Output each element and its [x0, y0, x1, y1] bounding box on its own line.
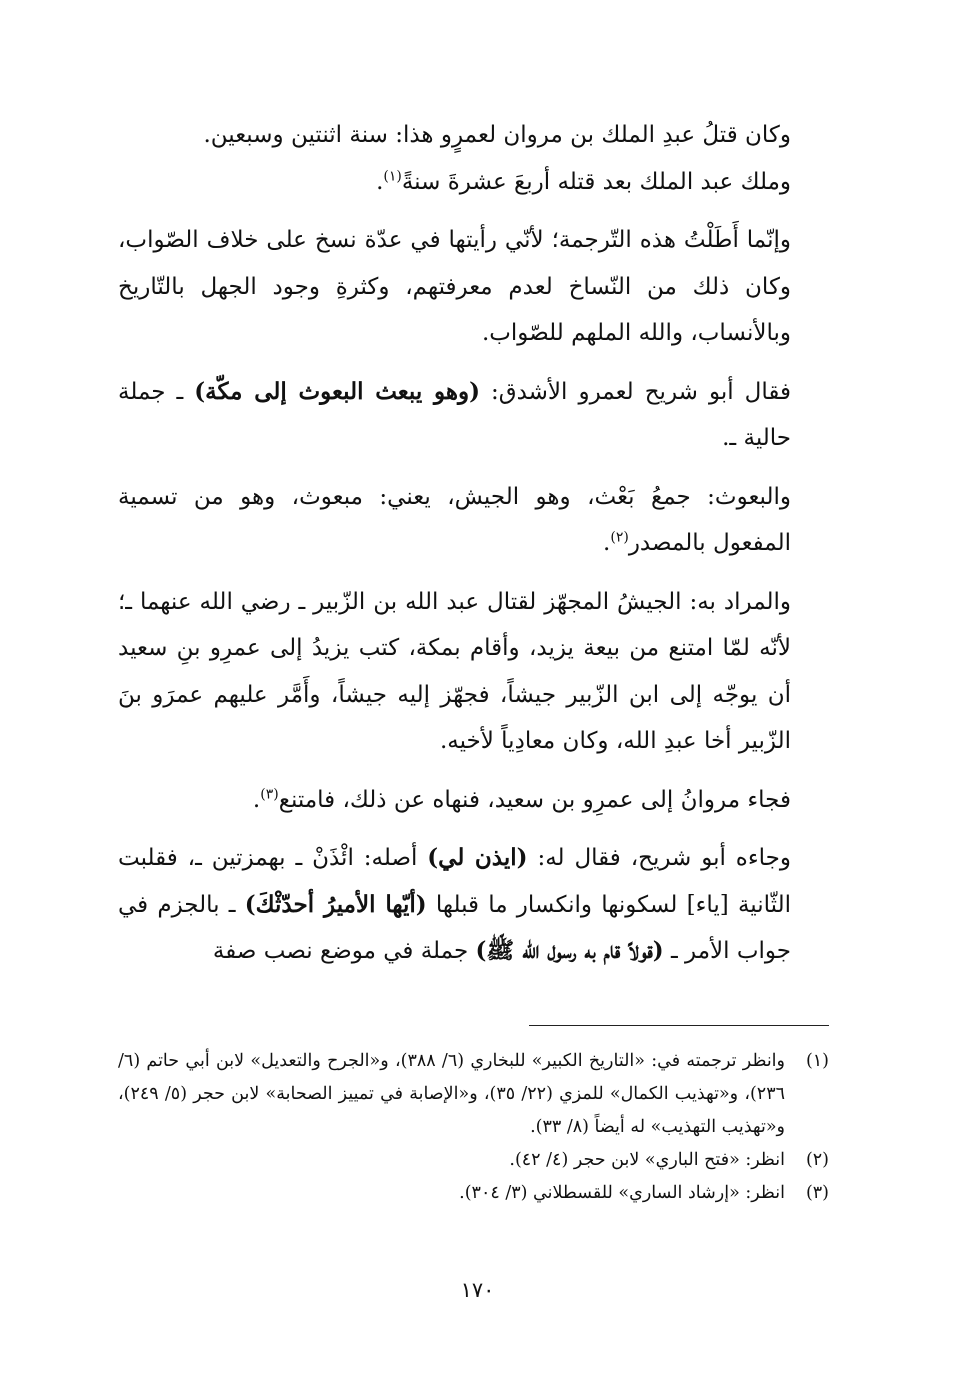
footnote-1 — [118, 1045, 829, 1144]
paragraph-1-text: وكان قتلُ عبدِ الملك بن مروان لعمرٍو هذا: سنة اثنتين وسبعين. — [203, 122, 791, 148]
paragraph-7-text: فجاء مروانُ إلى عمرِو بن سعيد، فنهاه عن ذلك، فامتنع — [278, 786, 791, 813]
paragraph-8-d: ـ بالجزم في جواب الأمر ـ — [118, 891, 791, 964]
paragraph-5-end: . — [603, 530, 611, 556]
footnote-2 — [118, 1144, 829, 1177]
hadith-phrase-4: (قولاً قام به رسول الله ﷺ) — [475, 937, 664, 964]
paragraph-8-c: أصله: ائْذَنْ ـ بهمزتين ـ، فقلبت الثّانية [ياء] لسكونها وانكسار ما قبلها — [118, 845, 791, 918]
footnote-text: انظر: «فتح الباري» لابن حجر (٤/ ٤٢). — [509, 1150, 785, 1170]
paragraph-6 — [118, 579, 829, 765]
page-number: ١٧٠ — [460, 1278, 495, 1302]
paragraph-6-text: والمراد به: الجيشُ المجهّز لقتال عبد الله بن الزّبير ـ رضي الله عنهما ـ؛ لأنّه لمّا امتنع من بيعة يزيد، وأقام بمكة، كتب يزيدُ إلى عمرِو بنِ سعيد أن يوجّه إلى ابن الزّبير جيشاً، فجهّز إليه جيشاً، وأَمَّر عليهم عمرَو بنَ الزّبير أخا عبدِ الله، وكان معادِياً لأخيه. — [118, 588, 791, 754]
paragraph-4 — [118, 369, 829, 462]
paragraph-3-text: وإنّما أَطَلْتُ هذه التّرجمة؛ لأنّي رأيتها في عدّة نسخ على خلاف الصّواب، وكان ذلك من النّساخ لعدم معرفتهم، وكثرةِ وجود الجهل بالتّاريخ وبالأنساب، والله الملهم للصّواب. — [118, 227, 791, 346]
hadith-phrase-2: (ايذن لي) — [427, 844, 528, 871]
paragraph-8 — [118, 835, 829, 975]
paragraph-2 — [118, 159, 829, 206]
paragraph-5 — [118, 474, 829, 567]
paragraph-7-end: . — [252, 786, 261, 813]
footnote-text: انظر: «إرشاد الساري» للقسطلاني (٣/ ٣٠٤). — [459, 1183, 785, 1203]
main-text — [118, 112, 829, 975]
paragraph-5-text: والبعوث: جمعُ بَعْث، وهو الجيش، يعني: مبعوث، وهو من تسمية المفعول بالمصدر — [118, 483, 791, 556]
paragraph-2-text: وملك عبد الملك بعد قتله أربعَ عشرةَ سنةً — [401, 168, 791, 195]
footnote-ref-1[interactable]: (١) — [383, 167, 402, 184]
footnote-3 — [118, 1177, 829, 1210]
footnote-number: (٢) — [805, 1150, 829, 1170]
footnote-text: وانظر ترجمته في: «التاريخ الكبير» للبخاري (٦/ ٣٨٨)، و«الجرح والتعديل» لابن أبي حاتم (٦/ ٢٣٦)، و«تهذيب الكمال» للمزي (٢٢/ ٣٥)، و«الإصابة في تمييز الصحابة» لابن حجر (٥/ ٢٤٩)، و«تهذيب التهذيب» له أيضاً (٨/ ٣٣). — [118, 1051, 786, 1137]
paragraph-2-end: . — [376, 168, 384, 195]
footnote-ref-3[interactable]: (٣) — [260, 785, 279, 802]
footnote-separator — [529, 1025, 829, 1026]
paragraph-8-a: وجاءه أبو شريح، فقال له: — [527, 845, 791, 871]
paragraph-4-post: ـ جملة حالية ـ. — [118, 378, 791, 451]
paragraph-1 — [118, 112, 829, 159]
hadith-phrase-3: (أيّها الأميرُ أحدّثْكَ) — [244, 890, 427, 918]
footnotes — [118, 1045, 829, 1210]
paragraph-3 — [118, 217, 829, 357]
footnote-number: (٣) — [805, 1183, 829, 1203]
paragraph-8-e: جملة في موضع نصب صفة — [212, 938, 476, 964]
paragraph-7 — [118, 777, 829, 824]
footnote-number: (١) — [805, 1051, 829, 1071]
hadith-phrase-1: (وهو يبعث البعوث إلى مكّة) — [194, 377, 480, 405]
paragraph-4-pre: فقال أبو شريح لعمرو الأشدق: — [479, 378, 791, 405]
footnote-ref-2[interactable]: (٢) — [610, 529, 629, 546]
